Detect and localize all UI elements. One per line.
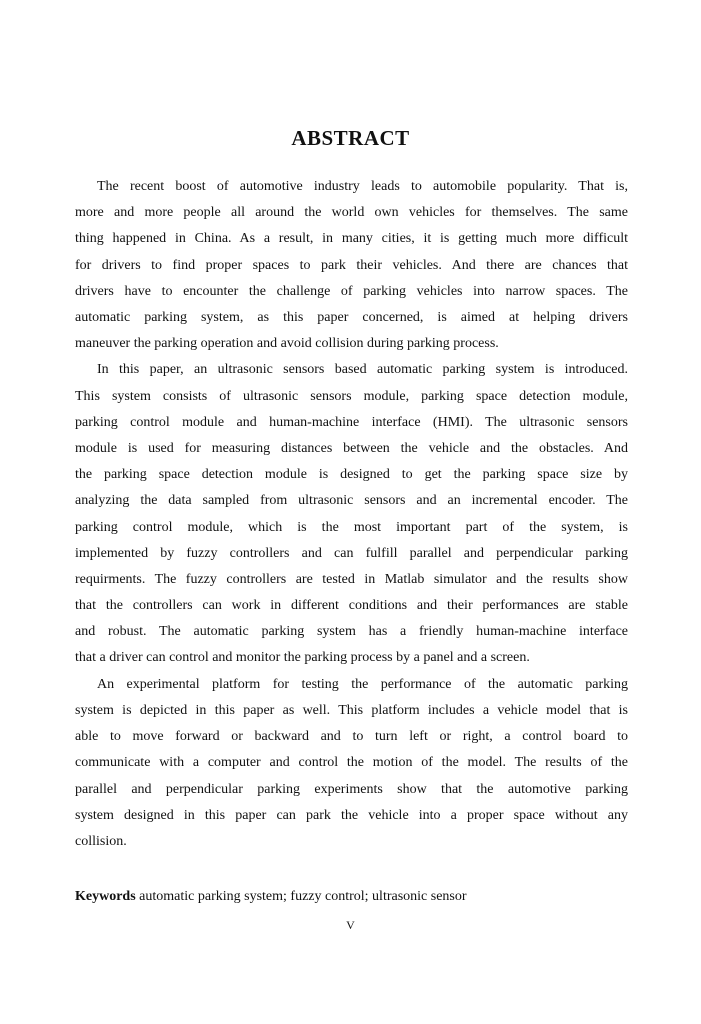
keywords <box>75 885 467 909</box>
text-line: parking control module, which is the most important part of the system, is <box>75 519 628 535</box>
text-line: module is used for measuring distances between the vehicle and the obstacles. And <box>75 440 628 456</box>
text-line: This system consists of ultrasonic sensors module, parking space detection module, <box>75 388 628 404</box>
text-line: parallel and perpendicular parking experiments show that the automotive parking <box>75 781 628 797</box>
text-line: and robust. The automatic parking system has a friendly human-machine interface <box>75 624 628 640</box>
text-line: The recent boost of automotive industry leads to automobile popularity. That is, <box>97 179 628 194</box>
keywords-label: Keywords <box>75 889 136 904</box>
text-line: implemented by fuzzy controllers and can fulfill parallel and perpendicular parking <box>75 545 628 561</box>
page-title: ABSTRACT <box>291 126 410 150</box>
text-line: communicate with a computer and control the motion of the model. The results of the <box>75 755 628 771</box>
page-number: V <box>346 918 355 932</box>
text-line: automatic parking system, as this paper concerned, is aimed at helping drivers <box>75 309 628 325</box>
text-line: parking control module and human-machine interface (HMI). The ultrasonic sensors <box>75 414 628 430</box>
text-line: collision. <box>75 833 127 849</box>
text-line: able to move forward or backward and to turn left or right, a control board to <box>75 729 628 745</box>
text-line: maneuver the parking operation and avoid collision during parking process. <box>75 336 499 352</box>
text-line: analyzing the data sampled from ultrasonic sensors and an incremental encoder. The <box>75 493 628 509</box>
text-line: the parking space detection module is designed to get the parking space size by <box>75 467 628 483</box>
text-line: for drivers to find proper spaces to park their vehicles. And there are chances that <box>75 257 628 273</box>
text-line: more and more people all around the world own vehicles for themselves. The same <box>75 205 628 221</box>
keywords-text: automatic parking system; fuzzy control; ultrasonic sensor <box>139 889 467 904</box>
text-line: An experimental platform for testing the performance of the automatic parking <box>97 676 628 692</box>
text-line: drivers have to encounter the challenge of parking vehicles into narrow spaces. The <box>75 283 628 299</box>
text-line: that a driver can control and monitor the parking process by a panel and a screen. <box>75 650 530 666</box>
abstract-paragraph-3 <box>75 672 628 855</box>
abstract-paragraph-2 <box>75 357 628 671</box>
text-line: requirments. The fuzzy controllers are tested in Matlab simulator and the results show <box>75 571 628 587</box>
text-line: that the controllers can work in different conditions and their performances are stable <box>75 598 628 614</box>
text-line: thing happened in China. As a result, in many cities, it is getting much more difficult <box>75 231 628 247</box>
text-line: In this paper, an ultrasonic sensors based automatic parking system is introduced. <box>97 362 628 378</box>
abstract-paragraph-1 <box>75 174 628 357</box>
text-line: system is depicted in this paper as well. This platform includes a vehicle model that is <box>75 702 628 718</box>
text-line: system designed in this paper can park the vehicle into a proper space without any <box>75 807 628 823</box>
